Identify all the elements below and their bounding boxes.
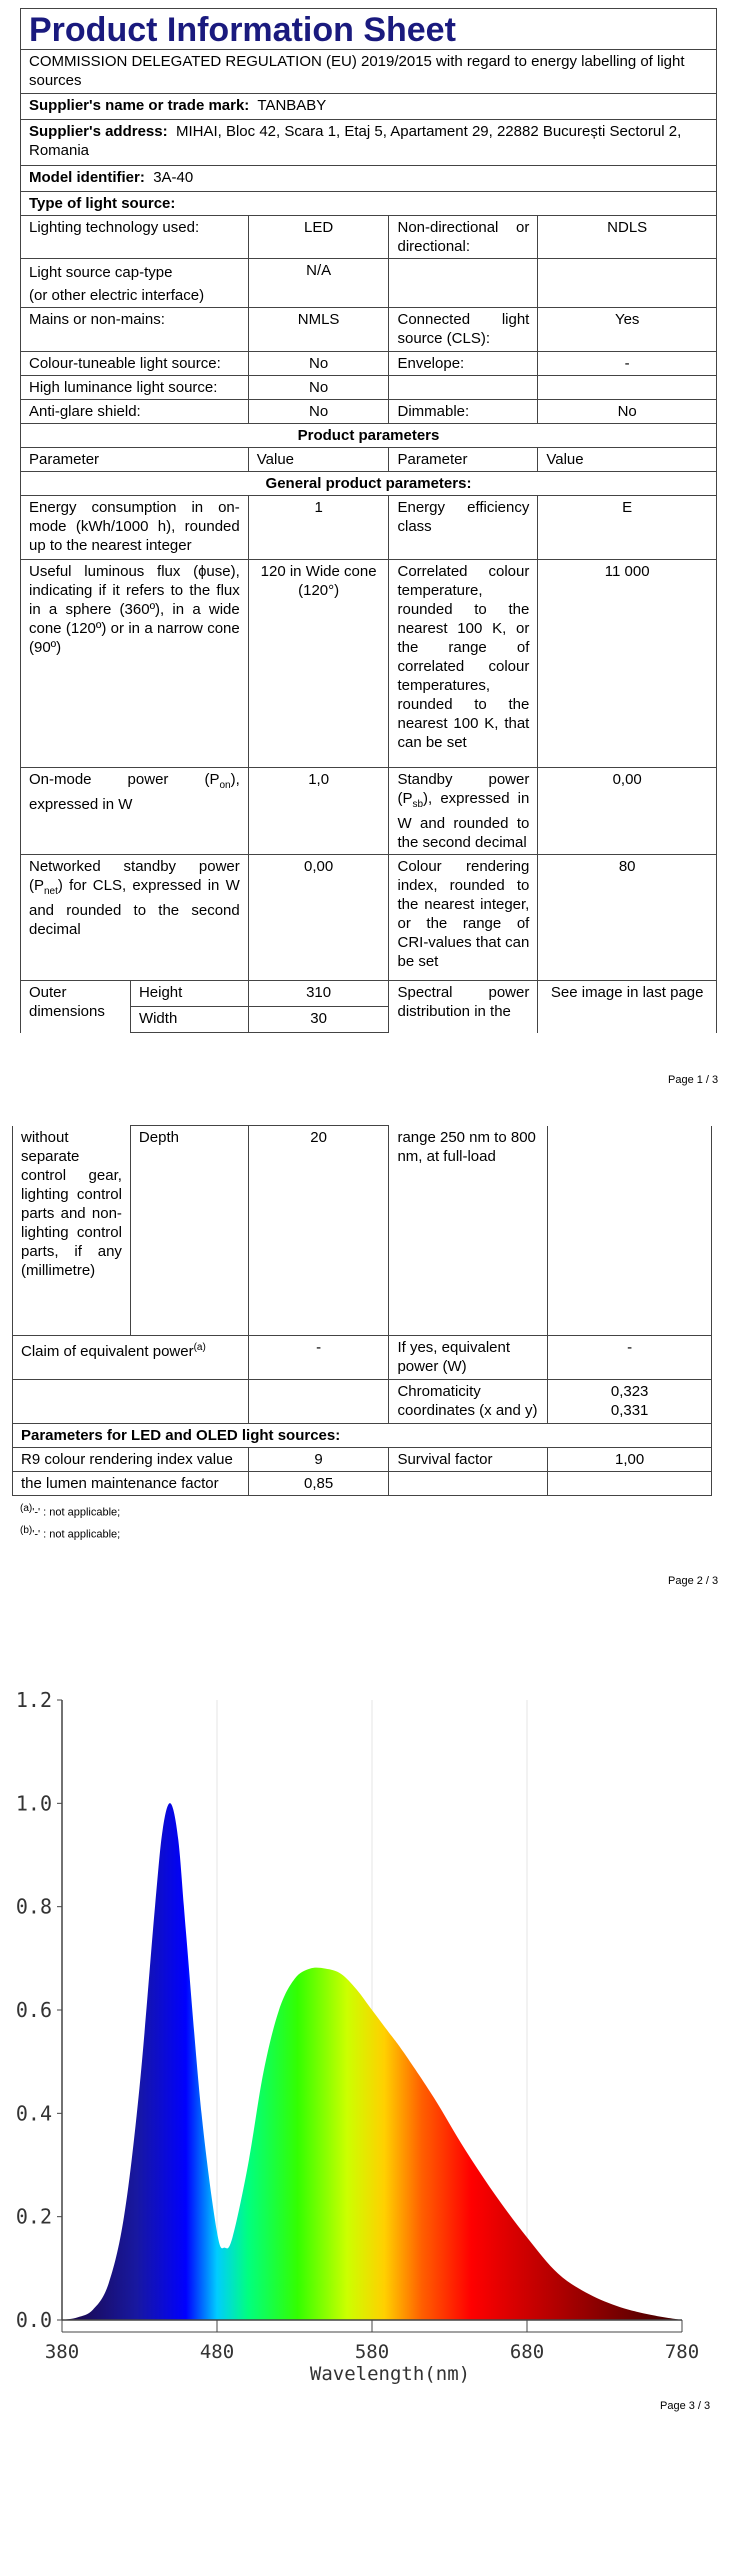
y-tick-label: 0.0: [15, 2308, 52, 2332]
param-value: -: [548, 1336, 712, 1380]
col-header: Value: [538, 448, 717, 472]
y-tick-label: 0.6: [15, 1998, 52, 2022]
type-heading: Type of light source:: [21, 192, 717, 216]
y-tick-label: 0.2: [15, 2204, 52, 2229]
type-value: [538, 259, 717, 308]
param-value: 1,00: [548, 1448, 712, 1472]
type-label: Envelope:: [389, 352, 538, 376]
x-tick-label: 380: [44, 2341, 80, 2363]
type-value: N/A: [248, 259, 389, 308]
empty-cell: [13, 1380, 249, 1424]
dimension-label: Depth: [130, 1126, 248, 1336]
spd-label-cont: range 250 nm to 800 nm, at full-load: [389, 1126, 548, 1336]
param-label: Networked standby power $(P_{net})$ for CLS, expressed in W and rounded to the second decimal: [21, 855, 249, 981]
model-value: 3A-40: [153, 169, 194, 186]
empty-cell: [389, 1472, 548, 1496]
type-label: Connected light source (CLS):: [389, 308, 538, 352]
page-1: [0, 0, 737, 1090]
param-value: 1,0: [248, 768, 389, 855]
type-label: Lighting technology used:: [21, 216, 249, 259]
spectrum-chart: [0, 1670, 737, 2460]
page-3: [0, 1670, 737, 2560]
address-label: Supplier's address:: [29, 123, 168, 140]
empty-cell: [248, 1380, 389, 1424]
col-header: Parameter: [389, 448, 538, 472]
type-value: Yes: [538, 308, 717, 352]
type-value: LED: [248, 216, 389, 259]
type-label: Non-directional or directional:: [389, 216, 538, 259]
outer-dimensions-label-cont: without separate control gear, lighting control parts and non-lighting control parts, if any (millimetre): [13, 1126, 131, 1336]
type-label: [389, 376, 538, 400]
col-header: Parameter: [21, 448, 249, 472]
param-label: If yes, equivalent power (W): [389, 1336, 548, 1380]
spd-label: Spectral power distribution in the: [389, 981, 538, 1033]
supplier-row: [21, 94, 717, 120]
cap-type-label: Light source cap-type: [29, 264, 173, 281]
param-value: E: [538, 496, 717, 560]
type-value: [538, 376, 717, 400]
chroma-x: 0,323: [610, 1383, 649, 1400]
address-row: [21, 120, 717, 166]
info-table-page-1: [20, 8, 717, 1033]
x-tick-label: 780: [664, 2341, 700, 2363]
y-tick-label: 0.4: [15, 2101, 52, 2126]
type-value: No: [248, 376, 389, 400]
dimension-label: Width: [130, 1007, 248, 1033]
type-value: NDLS: [538, 216, 717, 259]
supplier-label: Supplier's name or trade mark:: [29, 97, 250, 114]
footnote: $^{(b)}$'-' : not applicable;: [20, 1525, 121, 1541]
param-value: 80: [538, 855, 717, 981]
x-tick-label: 480: [199, 2341, 235, 2363]
model-label: Model identifier:: [29, 169, 145, 186]
param-label: Standby power $(P_{sb})$, expressed in W and rounded to the second decimal: [389, 768, 538, 855]
param-label: Energy consumption in on-mode (kWh/1000 h), rounded up to the nearest integer: [21, 496, 249, 560]
spd-value-cont: [548, 1126, 712, 1336]
x-tick-label: 580: [354, 2341, 390, 2363]
param-value: 0,00: [538, 768, 717, 855]
param-value: 11 000: [538, 560, 717, 768]
type-label: Dimmable:: [389, 400, 538, 424]
param-value: 9: [248, 1448, 389, 1472]
param-label: Useful luminous flux (ɸuse), indicating if it refers to the flux in a sphere (360º), in a wide cone (120º) or in a narrow cone (90º): [21, 560, 249, 768]
dimension-value: 310: [248, 981, 389, 1007]
y-tick-label: 0.8: [15, 1894, 52, 1919]
param-label: Chromaticity coordinates (x and y): [389, 1380, 548, 1424]
param-value: 0,00: [248, 855, 389, 981]
param-label: Correlated colour temperature, rounded to the nearest 100 K, or the range of correlated colour temperatures, rounded to the nearest 100 K, that can be set: [389, 560, 538, 768]
type-label: [389, 259, 538, 308]
param-value: 0,85: [248, 1472, 389, 1496]
type-value: -: [538, 352, 717, 376]
type-label: High luminance light source:: [21, 376, 249, 400]
param-value: -: [248, 1336, 389, 1380]
param-label: R9 colour rendering index value: [13, 1448, 249, 1472]
page-2: [0, 1125, 737, 1625]
led-params-heading: Parameters for LED and OLED light sources:: [13, 1424, 712, 1448]
dimension-value: 20: [248, 1126, 389, 1336]
cap-type-sublabel: (or other electric interface): [29, 287, 205, 304]
col-header: Value: [248, 448, 389, 472]
x-axis-title: Wavelength(nm): [309, 2363, 471, 2385]
type-label: Mains or non-mains:: [21, 308, 249, 352]
y-tick-label: 1.0: [15, 1791, 52, 1816]
dimension-value: 30: [248, 1007, 389, 1033]
param-label: Colour rendering index, rounded to the nearest integer, or the range of CRI-values that can be set: [389, 855, 538, 981]
product-params-heading: Product parameters: [21, 424, 717, 448]
spd-value: See image in last page: [538, 981, 717, 1033]
general-params-heading: General product parameters:: [21, 472, 717, 496]
dimension-label: Height: [130, 981, 248, 1007]
param-value: 1: [248, 496, 389, 560]
param-label: Claim of equivalent power$^{(a)}$: [13, 1336, 249, 1380]
empty-cell: [548, 1472, 712, 1496]
chroma-y: 0,331: [610, 1402, 649, 1419]
page-title: Product Information Sheet: [29, 11, 456, 49]
regulation-text: COMMISSION DELEGATED REGULATION (EU) 2019/2015 with regard to energy labelling of light sources: [21, 50, 717, 94]
type-label: [21, 259, 249, 308]
param-label: the lumen maintenance factor: [13, 1472, 249, 1496]
page-footer: Page 1 / 3: [668, 1074, 719, 1086]
type-value: No: [538, 400, 717, 424]
type-label: Anti-glare shield:: [21, 400, 249, 424]
type-value: NMLS: [248, 308, 389, 352]
type-label: Colour-tuneable light source:: [21, 352, 249, 376]
supplier-value: TANBABY: [257, 97, 327, 114]
param-value: [548, 1380, 712, 1424]
footnote: $^{(a)}$'-' : not applicable;: [20, 1503, 121, 1519]
y-tick-label: 1.2: [15, 1688, 52, 1712]
param-label: Survival factor: [389, 1448, 548, 1472]
page-footer: Page 3 / 3: [660, 2400, 711, 2412]
model-row: [21, 166, 717, 192]
param-value: 120 in Wide cone (120°): [248, 560, 389, 768]
param-label: On-mode power $(P_{on})$, expressed in W: [21, 768, 249, 855]
page-footer: Page 2 / 3: [668, 1575, 719, 1587]
param-label: Energy efficiency class: [389, 496, 538, 560]
type-value: No: [248, 352, 389, 376]
type-value: No: [248, 400, 389, 424]
x-tick-label: 680: [509, 2341, 545, 2363]
address-value: MIHAI, Bloc 42, Scara 1, Etaj 5, Apartament 29, 22882 București Sectorul 2, Romania: [29, 123, 682, 159]
outer-dimensions-label: Outer dimensions: [21, 981, 131, 1033]
info-table-page-2: [12, 1125, 712, 1496]
